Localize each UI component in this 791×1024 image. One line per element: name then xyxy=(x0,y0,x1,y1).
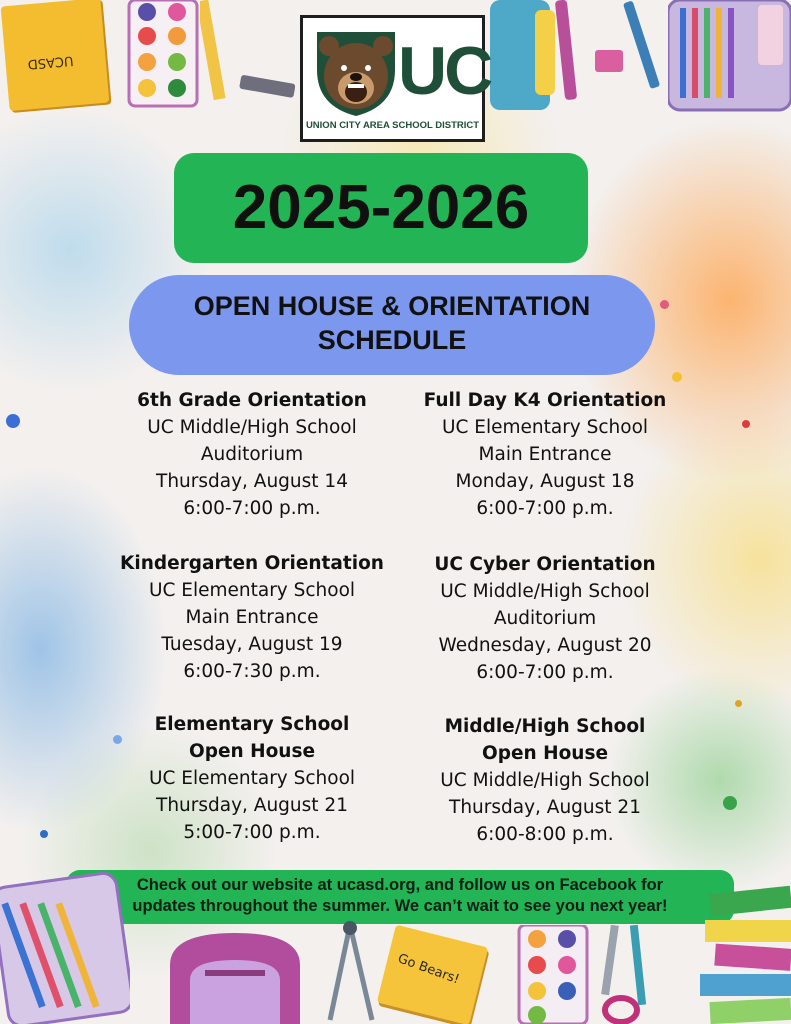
event-name: Elementary School xyxy=(154,714,350,735)
event-time: 6:00-7:00 p.m. xyxy=(476,498,614,519)
event-name: 6th Grade Orientation xyxy=(137,390,367,411)
compass-illustration xyxy=(320,920,380,1024)
paint-dot xyxy=(735,700,742,707)
event-name: Open House xyxy=(481,743,609,764)
event-kindergarten-orientation xyxy=(102,550,402,685)
event-time: 6:00-7:30 p.m. xyxy=(183,661,321,682)
paint-dot xyxy=(672,372,682,382)
school-year-banner: 2025-2026 xyxy=(174,153,588,263)
event-date: Monday, August 18 xyxy=(455,471,635,492)
notebook-label: UCASD xyxy=(27,52,74,72)
paint-dot xyxy=(742,420,750,428)
event-location: Auditorium xyxy=(200,444,304,465)
event-name: UC Cyber Orientation xyxy=(434,554,656,575)
scissors-illustration xyxy=(596,925,666,1024)
markers-illustration xyxy=(555,0,675,120)
event-location: Auditorium xyxy=(493,608,597,629)
event-time: 6:00-8:00 p.m. xyxy=(476,824,614,845)
event-name: Open House xyxy=(188,741,316,762)
event-date: Thursday, August 14 xyxy=(156,471,348,492)
go-bears-notepad xyxy=(377,925,489,1024)
event-middle-high-open-house xyxy=(395,713,695,848)
footer-line-2: updates throughout the summer. We can’t wait to see you next year! xyxy=(132,897,668,915)
bear-mascot-icon xyxy=(313,26,399,118)
event-date: Thursday, August 21 xyxy=(156,795,348,816)
event-elementary-open-house xyxy=(102,711,402,846)
pencil-case-illustration xyxy=(668,0,791,115)
event-location: UC Middle/High School xyxy=(147,417,357,438)
footer-message xyxy=(66,870,734,924)
event-date: Wednesday, August 20 xyxy=(438,635,652,656)
title-line-1: OPEN HOUSE & ORIENTATION xyxy=(193,291,591,321)
paint-palette-bottom-illustration xyxy=(515,925,595,1024)
paint-dot xyxy=(723,796,737,810)
event-date: Thursday, August 21 xyxy=(449,797,641,818)
notebook-illustration xyxy=(1,0,110,111)
event-time: 6:00-7:00 p.m. xyxy=(183,498,321,519)
event-location: UC Elementary School xyxy=(148,768,356,789)
district-logo xyxy=(300,15,491,142)
district-name: UNION CITY AREA SCHOOL DISTRICT xyxy=(305,120,480,131)
event-date: Tuesday, August 19 xyxy=(161,634,343,655)
event-location: UC Middle/High School xyxy=(440,770,650,791)
event-cyber-orientation xyxy=(395,551,695,686)
pencils-illustration xyxy=(200,0,295,110)
pencil-case-bottom-illustration xyxy=(0,870,130,1024)
footer-line-1: Check out our website at ucasd.org, and follow us on Facebook for xyxy=(136,876,664,894)
paint-palette-illustration xyxy=(125,0,205,110)
event-location: Main Entrance xyxy=(478,444,612,465)
event-6th-grade-orientation xyxy=(102,387,402,522)
page-title xyxy=(129,275,655,375)
event-name: Full Day K4 Orientation xyxy=(423,390,667,411)
event-k4-orientation xyxy=(395,387,695,522)
paint-dot xyxy=(660,300,669,309)
event-location: Main Entrance xyxy=(185,607,319,628)
paint-dot xyxy=(6,414,20,428)
event-location: UC Elementary School xyxy=(148,580,356,601)
event-name: Middle/High School xyxy=(444,716,646,737)
paint-dot xyxy=(40,830,48,838)
event-time: 5:00-7:00 p.m. xyxy=(183,822,321,843)
event-name: Kindergarten Orientation xyxy=(120,553,384,574)
title-line-2: SCHEDULE xyxy=(317,325,467,355)
notepad-label: Go Bears! xyxy=(395,951,462,988)
event-time: 6:00-7:00 p.m. xyxy=(476,662,614,683)
backpack-illustration xyxy=(150,925,320,1024)
event-location: UC Middle/High School xyxy=(440,581,650,602)
books-illustration xyxy=(690,880,791,1024)
event-location: UC Elementary School xyxy=(441,417,649,438)
logo-letters: UC xyxy=(398,33,491,109)
